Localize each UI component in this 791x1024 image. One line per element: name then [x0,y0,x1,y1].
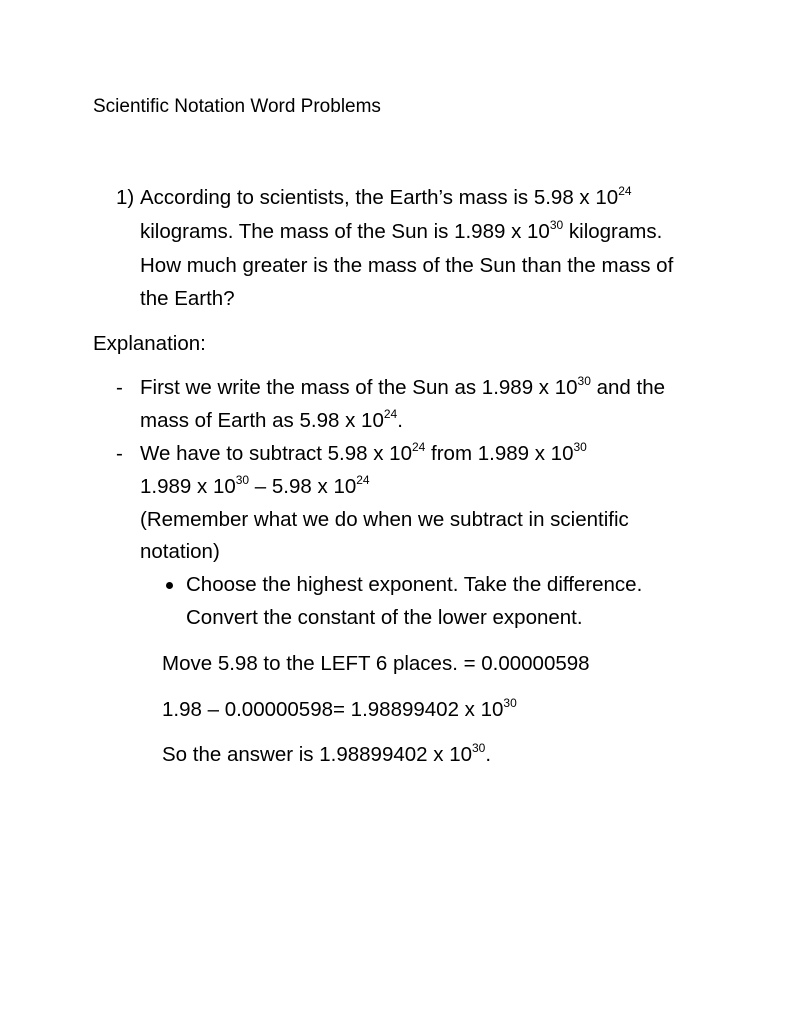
bullet-icon [166,582,173,589]
answer-line-tail: . [485,743,492,766]
exponent: 24 [411,440,426,455]
problem-number: 1) [116,186,135,209]
problem-line-2-text: kilograms. The mass of the Sun is 1.989 x 10 [140,220,550,243]
exponent: 24 [356,473,370,488]
exponent: 30 [472,741,486,756]
step1-line-1-tail: and the [590,376,665,399]
problem-line-4: the Earth? [140,287,235,310]
problem-line-2-tail: kilograms. [563,220,663,243]
problem-line-3: How much greater is the mass of the Sun than the mass of [140,254,674,277]
exponent: 30 [577,374,591,389]
exponent: 30 [549,218,564,233]
answer-line-text: So the answer is 1.98899402 x 10 [162,743,472,766]
step1-line-1-text: First we write the mass of the Sun as 1.989 x 10 [140,376,578,399]
step2-line-4: notation) [140,540,220,563]
problem-line-2 [140,219,662,245]
calc-line-text: 1.98 – 0.00000598= 1.98899402 x 10 [162,698,504,721]
exponent: 24 [618,184,632,199]
problem-line-1 [140,185,632,211]
step2-line-1 [140,441,587,467]
answer-line [162,742,491,768]
step1-line-2-tail: . [397,409,403,432]
exponent: 24 [383,407,398,422]
move-line: Move 5.98 to the LEFT 6 places. = 0.00000598 [162,652,590,675]
page-title: Scientific Notation Word Problems [93,96,381,117]
step1-line-1 [140,375,665,401]
step2-line-1-text: We have to subtract 5.98 x 10 [140,442,412,465]
step1-line-2-text: mass of Earth as 5.98 x 10 [140,409,384,432]
calc-line [162,697,517,723]
explanation-heading: Explanation: [93,332,206,355]
step2-line-2-text: 1.989 x 10 [140,475,236,498]
step2-line-2 [140,474,370,500]
exponent: 30 [503,696,517,711]
step1-line-2 [140,408,403,434]
exponent: 30 [235,473,250,488]
bullet-line-2: Convert the constant of the lower exponent. [186,606,583,629]
bullet-line-1: Choose the highest exponent. Take the difference. [186,573,643,596]
dash-marker: - [116,442,123,465]
step2-line-1-mid: from 1.989 x 10 [425,442,574,465]
dash-marker: - [116,376,123,399]
step2-line-2-mid: – 5.98 x 10 [249,475,357,498]
step2-line-3: (Remember what we do when we subtract in scientific [140,508,629,531]
exponent: 30 [573,440,587,455]
problem-line-1-text: According to scientists, the Earth’s mass is 5.98 x 10 [140,186,619,209]
